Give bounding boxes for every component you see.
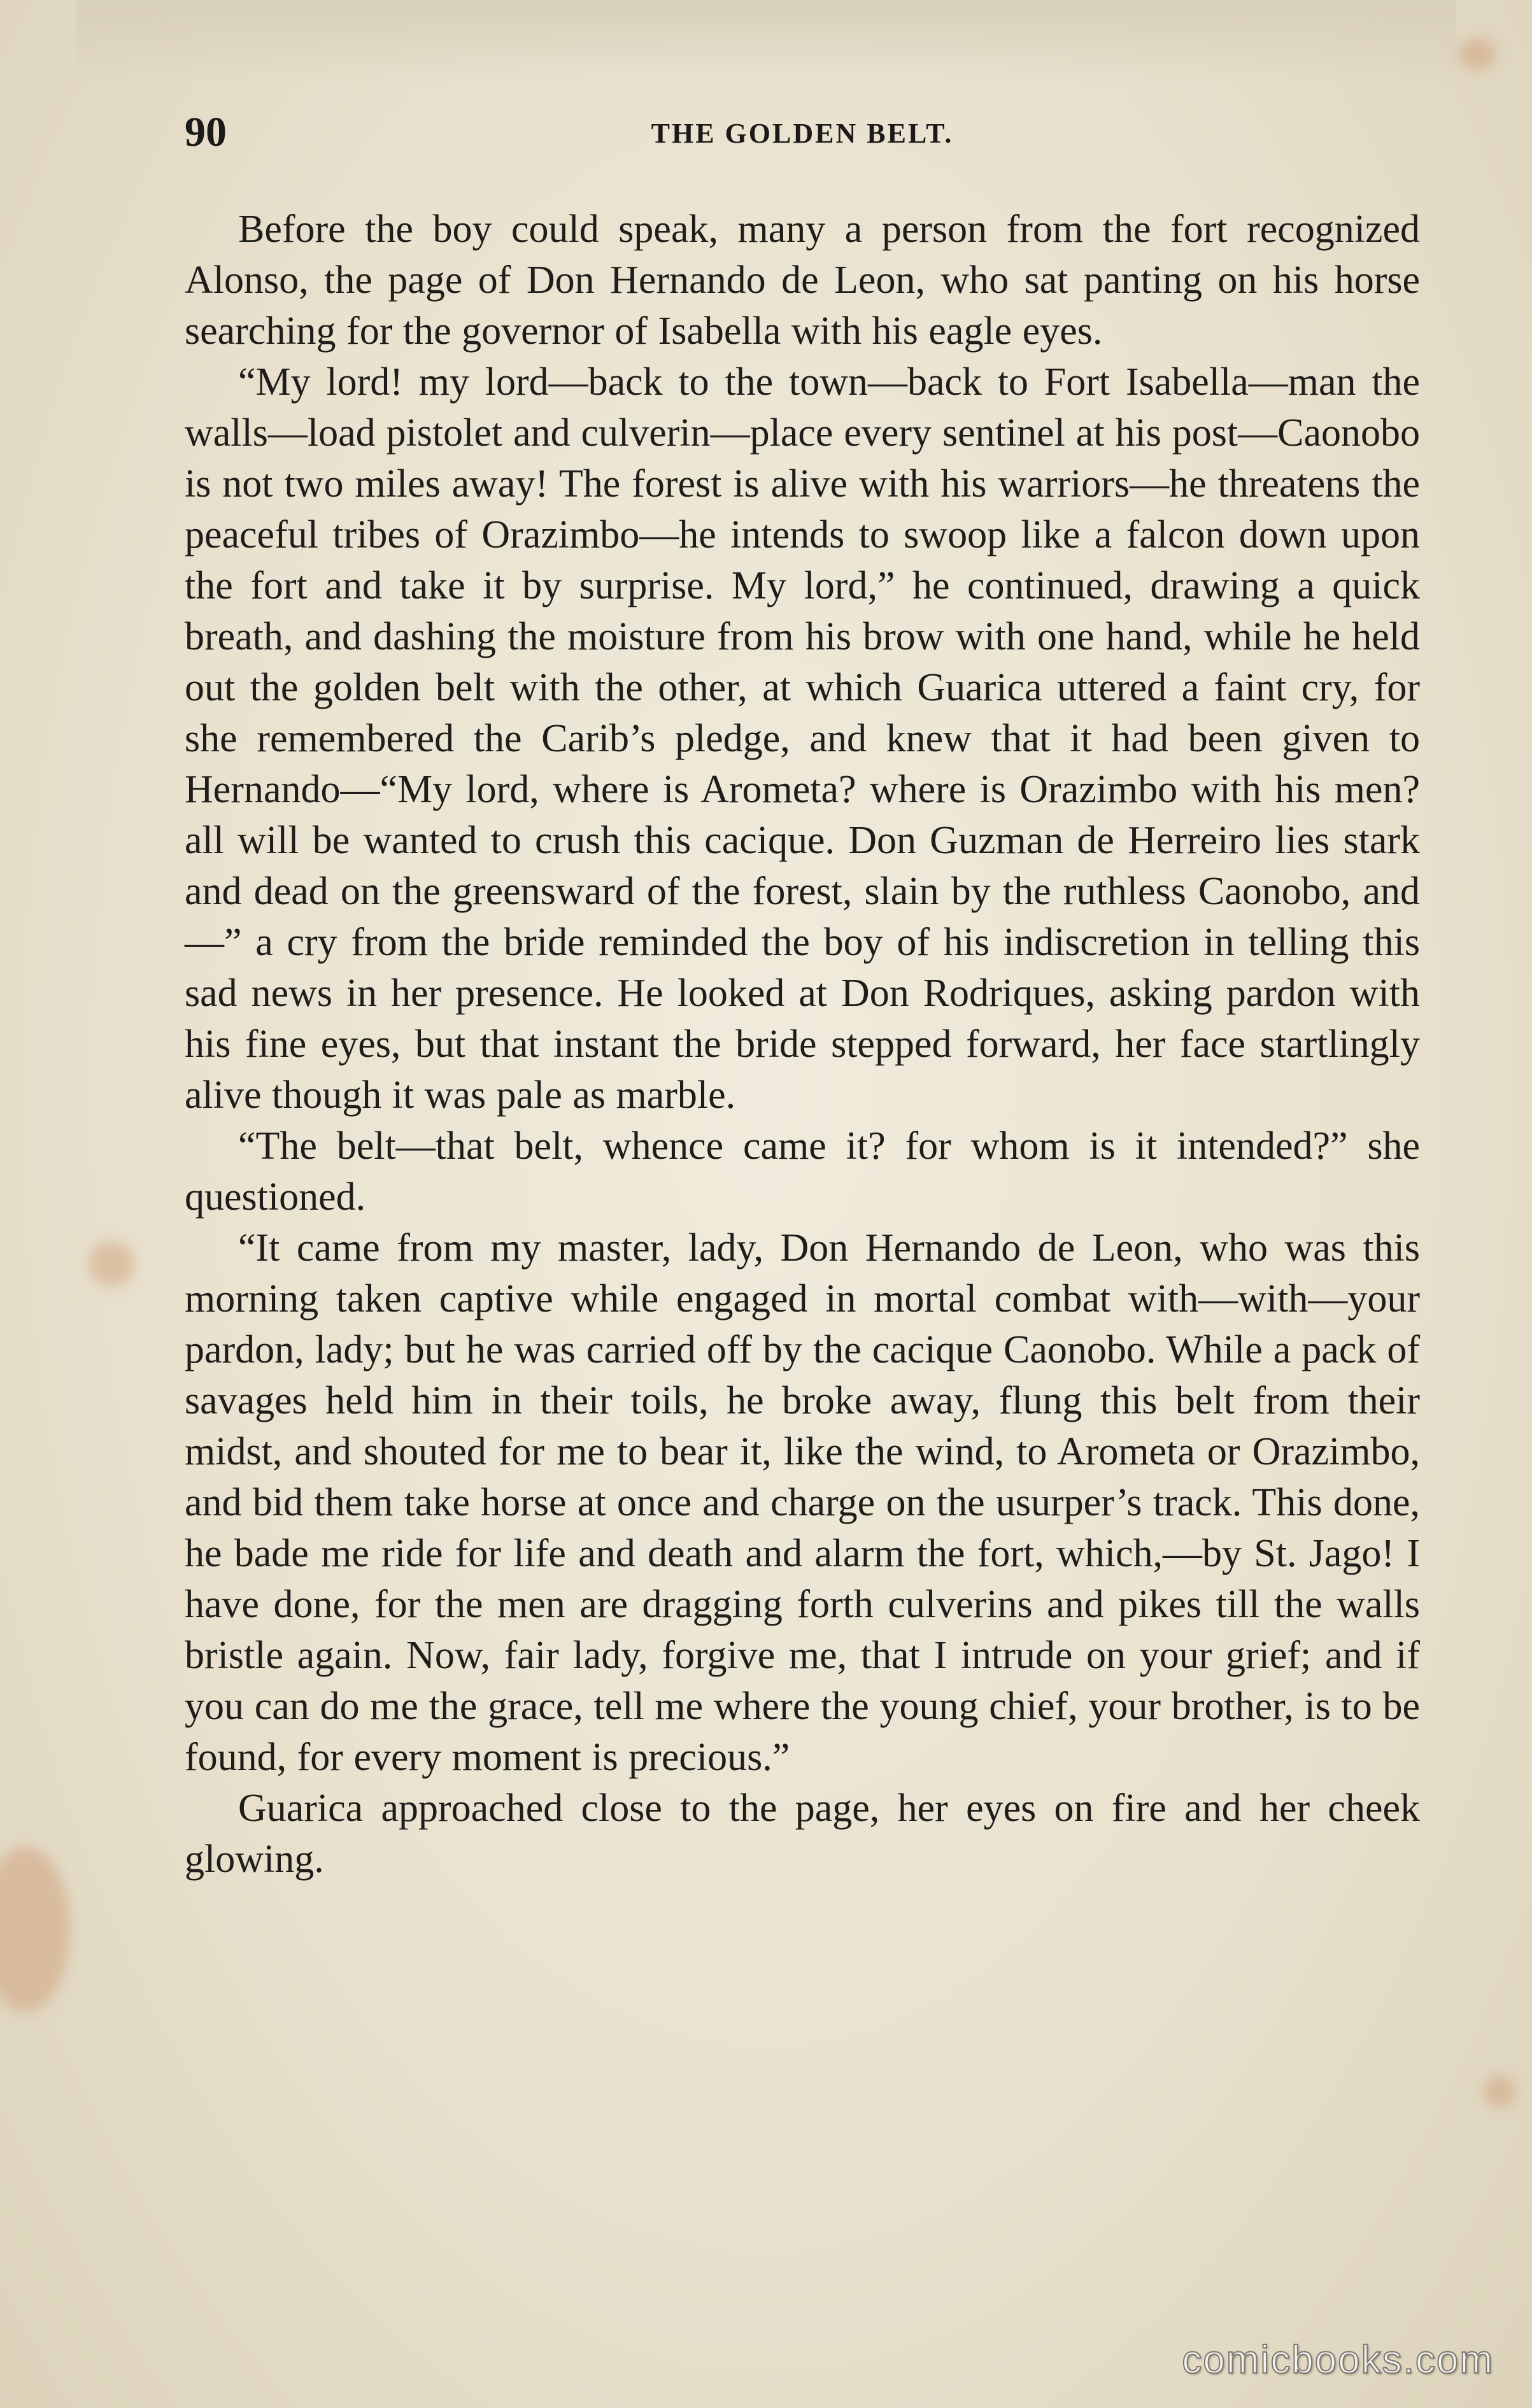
paragraph: Before the boy could speak, many a person from the fort recognized Alonso, the page of Don Hernando de Leon, who sat panting on his horse searching for the governor of Isabella with his eagle eyes.: [185, 208, 1420, 353]
watermark: comicbooks.com: [1182, 2338, 1494, 2382]
paragraph: “The belt—that belt, whence came it? for whom is it intended?” she questioned.: [185, 1124, 1420, 1219]
paragraph: Guarica approached close to the page, her eyes on fire and her cheek glowing.: [185, 1787, 1420, 1881]
running-title: THE GOLDEN BELT.: [651, 118, 954, 149]
foxing-stain: [89, 1242, 134, 1286]
page-header: [185, 108, 1420, 166]
page-number: 90: [185, 109, 227, 155]
body-text: [185, 204, 1420, 1885]
paragraph: “My lord! my lord—back to the town—back to Fort Isabella—man the walls—load pistolet and culverin—place every sentinel at his post—Caonobo is not two miles away! The forest is alive with his warriors—he threatens the peaceful tribes of Orazimbo—he intends to swoop like a falcon down upon the fort and take it by surprise. My lord,” he continued, drawing a quick breath, and dashing the moisture from his brow with one hand, while he held out the golden belt with the other, at which Guarica uttered a faint cry, for she remembered the Carib’s pledge, and knew that it had been given to Hernando—“My lord, where is Arometa? where is Orazimbo with his men? all will be wanted to crush this cacique. Don Guzman de Herreiro lies stark and dead on the greensward of the forest, slain by the ruthless Caonobo, and—” a cry from the bride reminded the boy of his indiscretion in telling this sad news in her presence. He looked at Don Rodriques, asking pardon with his fine eyes, but that instant the bride stepped forward, her face startlingly alive though it was pale as marble.: [185, 360, 1420, 1117]
foxing-stain: [0, 1846, 70, 2012]
bleed-through-shadow: [76, 0, 1456, 83]
paragraph: “It came from my master, lady, Don Hernando de Leon, who was this morning taken captive while engaged in mortal combat with—with—your pardon, lady; but he was carried off by the cacique Caonobo. While a pack of savages held him in their toils, he broke away, flung this belt from their midst, and shouted for me to bear it, like the wind, to Arometa or Orazimbo, and bid them take horse at once and charge on the usurper’s track. This done, he bade me ride for life and death and alarm the fort, which,—by St. Jago! I have done, for the men are dragging forth culverins and pikes till the walls bristle again. Now, fair lady, forgive me, that I intrude on your grief; and if you can do me the grace, tell me where the young chief, your brother, is to be found, for every moment is precious.”: [185, 1226, 1420, 1779]
foxing-stain: [1484, 2076, 1515, 2107]
foxing-stain: [1458, 38, 1496, 70]
